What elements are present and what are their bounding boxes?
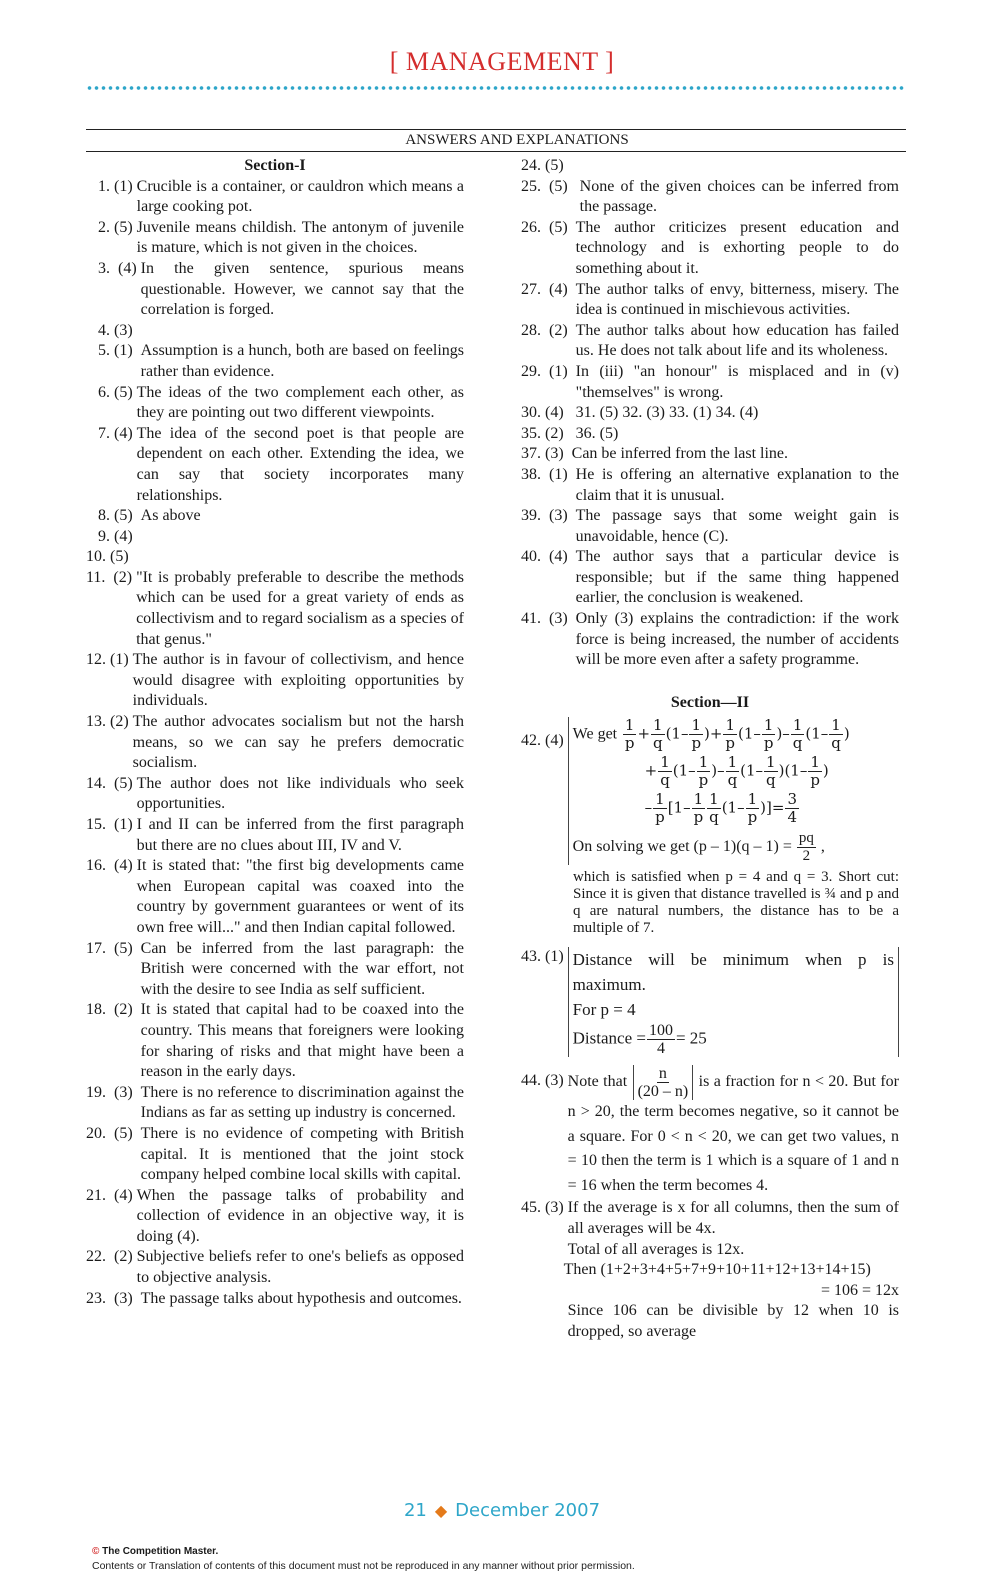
copyright-notice: Contents or Translation of contents of this document must not be reproduced in any manner without prior permission. [92, 1560, 635, 1572]
answer-explanation: It is stated that: "the first big developments came when European capital was coaxed into the country by government guarantees or went of its own free will..." and then Indian capital followed. [136, 857, 464, 936]
answer-explanation: The author criticizes present education and technology and is exhorting people to do something about it. [575, 218, 899, 277]
answer-number: 17. (5) [86, 939, 141, 957]
answer-item [86, 259, 464, 321]
answer-number: 42. (4) [521, 732, 568, 750]
answer-explanation: Subjective beliefs refer to one's beliefs as opposed to objective analysis. [136, 1248, 464, 1287]
answer-number: 16. (4) [86, 857, 137, 875]
explanation-line: = 106 = 12x [820, 1281, 899, 1299]
equation-line: We get $\frac{1}{p}$ + $\frac{1}{q}$ (1– $\frac{1}{p}$ )+ $\frac{1}{p}$ (1– $\frac{1}{p}$ )– $\frac{1}{q}$ (1– $\frac{1}{q}$ ) [572, 716, 850, 753]
answer-item-42 [521, 717, 899, 865]
answer-explanation [133, 321, 464, 342]
equation-line: On solving we get (p – 1)(q – 1) = $\frac{pq}{2}$ , [572, 830, 825, 865]
answer-number: 29. (1) [521, 362, 576, 380]
answer-number: 41. (3) [521, 610, 576, 628]
answer-number: 37. (3) [521, 445, 572, 463]
answer-item [521, 218, 899, 280]
answer-tail: which is satisfied when p = 4 and q = 3. Short cut: Since it is given that distance travelled is ¾ and p and q are natural numbers, the distance has to be a multiple of 7. [573, 869, 899, 937]
fraction: $\frac{pq}{2}$ [798, 830, 814, 865]
answer-item [86, 177, 464, 218]
answer-item [86, 527, 464, 548]
answer-item [86, 1289, 464, 1310]
footer-page-date [0, 1500, 1004, 1521]
answer-number: 44. (3) [521, 1072, 568, 1090]
answer-explanation: The author advocates socialism but not the harsh means, so we can say he prefers democratic socialism. [132, 713, 464, 772]
answer-number: 13. (2) [86, 713, 133, 731]
header-dotted-divider [86, 86, 904, 90]
issue-date: December 2007 [455, 1500, 601, 1521]
answer-number: 15. (1) [86, 816, 137, 833]
answer-number: 8. (5) [86, 507, 141, 525]
answer-explanation: When the passage talks of probability and collection of evidence in an objective way, it is doing (4). [136, 1186, 464, 1245]
answer-explanation: Note that $\frac{n}{(20 - n)}$ is a fraction for n < 20. But for n > 20, the term becomes negative, so it cannot be a square. For 0 < n < 20, we can get two values, n = 10 then the term is 1 which is a square of 1 and n = 16 when the term becomes 4. [567, 1065, 900, 1194]
answer-item [86, 1083, 464, 1124]
answer-explanation: Juvenile means childish. The antonym of juvenile is mature, which is not given in the choices. [136, 218, 464, 257]
answer-number: 20. (5) [86, 1124, 141, 1142]
answer-number: 25. (5) [521, 177, 580, 195]
answer-item [521, 609, 899, 671]
answer-item [86, 1000, 464, 1082]
answer-explanation [564, 156, 899, 177]
answer-explanation: Assumption is a hunch, both are based on feelings rather than evidence. [140, 342, 464, 380]
right-column [521, 156, 899, 1343]
answer-explanation: He is offering an alternative explanation to the claim that it is unusual. [575, 465, 899, 504]
bottom-rule [86, 151, 906, 152]
explanation-line: Total of all averages is 12x. [567, 1240, 745, 1258]
answer-explanation [568, 947, 899, 1057]
answer-item [86, 424, 464, 506]
equation-lead: We get [572, 725, 618, 743]
top-rule [86, 129, 906, 130]
spacer [521, 671, 899, 693]
section-heading: Section—II [670, 693, 750, 711]
answer-explanation [568, 717, 899, 865]
left-column [86, 156, 464, 1309]
answer-item [86, 321, 464, 342]
answer-explanation: The author is in favour of collectivism, and hence would disagree with exploiting opportunities by individuals. [132, 651, 464, 710]
answer-explanation: None of the given choices can be inferred from the passage. [579, 177, 899, 216]
answer-number: 38. (1) [521, 465, 576, 483]
answer-item [86, 506, 464, 527]
answer-item [521, 177, 899, 218]
answer-item [86, 1186, 464, 1248]
answer-item [86, 939, 464, 1001]
answer-item-43 [521, 947, 899, 1057]
answer-item [86, 774, 464, 815]
answer-item [86, 1247, 464, 1288]
answer-explanation: Can be inferred from the last line. [571, 445, 789, 463]
answer-item-45 [521, 1198, 899, 1342]
answer-number: 24. (5) [521, 157, 564, 174]
answer-item [521, 156, 899, 177]
answer-item [521, 506, 899, 547]
section-heading: Section-I [244, 157, 306, 174]
answer-explanation: The passage talks about hypothesis and outcomes. [140, 1289, 462, 1307]
answer-explanation: In the given sentence, spurious means questionable. However, we cannot say that the correlation is forged. [140, 259, 464, 319]
answer-item [521, 362, 899, 403]
copyright-icon: © [92, 1546, 100, 1557]
answer-number: 4. (3) [86, 321, 133, 339]
answer-number: 2. (5) [86, 218, 137, 236]
answer-explanation: In (iii) "an honour" is misplaced and in (v) "themselves" is wrong. [575, 362, 899, 401]
answer-explanation: The author talks of envy, bitterness, misery. The idea is continued in mischievous activities. [575, 280, 899, 319]
answer-item [521, 465, 899, 506]
left-answer-list [86, 177, 464, 1310]
answer-number: 14. (5) [86, 774, 137, 792]
answer-item [86, 341, 464, 382]
page-header-title: [ MANAGEMENT ] [389, 47, 615, 76]
answer-number: 28. (2) [521, 321, 576, 339]
diamond-icon: ◆ [434, 1501, 448, 1520]
answer-explanation [129, 547, 464, 568]
answer-number: 21. (4) [86, 1186, 137, 1204]
answer-explanation: The author says that a particular device is responsible; but if the same thing happened earlier, the conclusion is weakened. [575, 548, 899, 607]
explanation-line: Distance = $\frac{100}{4}$ = 25 [572, 1022, 707, 1058]
solve-text: On solving we get (p – 1)(q – 1) = [572, 838, 792, 856]
explanation-line: Then (1+2+3+4+5+7+9+10+11+12+13+14+15) [563, 1261, 871, 1279]
answer-explanation: As above [140, 507, 201, 525]
answer-item [86, 1124, 464, 1186]
answer-number: 40. (4) [521, 548, 576, 566]
answer-item [521, 403, 899, 424]
answers-title: ANSWERS AND EXPLANATIONS [405, 132, 629, 148]
answer-number: 45. (3) [521, 1199, 568, 1217]
answer-explanation: 36. (5) [575, 424, 619, 442]
answer-number: 5. (1) [86, 342, 141, 360]
equation-line: – $\frac{1}{p}$ [1– $\frac{1}{p}$ $\frac{1}{q}$ (1– $\frac{1}{p}$ )]= $\frac{3}{4}$ [644, 790, 797, 827]
answer-item [86, 856, 464, 938]
answer-number: 19. (3) [86, 1083, 141, 1101]
answer-explanation: Only (3) explains the contradiction: if the work force is being increased, the number of accidents will be more even after a safety programme. [575, 610, 899, 669]
answer-explanation: The author does not like individuals who seek opportunities. [136, 774, 464, 813]
copyright-text: The Competition Master. [102, 1546, 219, 1557]
explanation-line: For p = 4 [572, 1000, 636, 1020]
answer-explanation: "It is probably preferable to describe the methods which can be used for a great variety of ends as collectivism and to regard socialism as a species of that genus." [136, 568, 464, 648]
answer-item [86, 815, 464, 856]
explanation-line: Since 106 can be divisible by 12 when 10 is dropped, so average [567, 1302, 899, 1340]
answer-item [86, 218, 464, 259]
answer-item [521, 424, 899, 445]
answer-number: 9. (4) [86, 527, 133, 545]
answer-number: 30. (4) [521, 404, 576, 422]
answer-item [86, 383, 464, 424]
answer-explanation: It is stated that capital had to be coaxed into the country. This means that foreigners were looking for sharing of risks and that might have been a reason in the early days. [140, 1001, 464, 1081]
answer-number: 12. (1) [86, 651, 133, 669]
answer-explanation: The ideas of the two complement each other, as they are pointing out two different viewpoints. [136, 383, 464, 422]
explanation-line: Distance will be minimum when p is maximum. [572, 950, 894, 995]
answer-number: 11. (2) [86, 568, 137, 586]
answer-number: 6. (5) [86, 383, 137, 401]
answer-number: 26. (5) [521, 218, 576, 236]
answer-explanation: The passage says that some weight gain is unavoidable, hence (C). [575, 507, 899, 545]
answer-explanation: I and II can be inferred from the first paragraph but there are no clues about III, IV and V. [136, 816, 464, 854]
answer-number: 10. (5) [86, 548, 129, 566]
answer-explanation: Crucible is a container, or cauldron which means a large cooking pot. [136, 177, 464, 216]
answer-number: 22. (2) [86, 1248, 137, 1266]
answer-number: 23. (3) [86, 1289, 141, 1307]
answer-number: 39. (3) [521, 507, 576, 525]
answer-item [521, 444, 899, 465]
copyright-line [92, 1546, 218, 1557]
answer-number: 27. (4) [521, 280, 576, 298]
answer-number: 43. (1) [521, 948, 568, 966]
answer-item [86, 547, 464, 568]
answer-item-44 [521, 1065, 899, 1198]
answer-number: 1. (1) [86, 177, 137, 195]
answer-item [521, 280, 899, 321]
answer-explanation: There is no evidence of competing with British capital. It is mentioned that the joint stock company helped combine local skills with capital. [140, 1124, 464, 1184]
answer-item [521, 321, 899, 362]
answer-explanation: The author talks about how education has failed us. He does not talk about life and its wholeness. [575, 321, 899, 360]
equation-line: + $\frac{1}{q}$ (1– $\frac{1}{p}$ )– $\frac{1}{q}$ (1– $\frac{1}{q}$ )(1– $\frac{1}{p}$ ) [644, 753, 829, 790]
answer-number: 3. (4) [86, 259, 141, 277]
answer-explanation: The idea of the second poet is that people are dependent on each other. Extending the idea, we can say that society incorporates many relationships. [136, 424, 464, 504]
answer-explanation: There is no reference to discrimination against the Indians as far as setting up industry is concerned. [140, 1083, 464, 1122]
explanation-line: If the average is x for all columns, then the sum of all averages will be 4x. [567, 1199, 899, 1238]
answer-explanation: Can be inferred from the last paragraph: the British were concerned with the war effort, not with the desire to see India as self sufficient. [140, 939, 464, 998]
answer-item [521, 547, 899, 609]
answer-explanation [133, 527, 464, 548]
answer-number: 7. (4) [86, 424, 137, 442]
answer-number: 35. (2) [521, 424, 576, 442]
answer-item [86, 568, 464, 650]
right-answer-list [521, 156, 899, 671]
answer-number: 18. (2) [86, 1001, 141, 1019]
answer-item [86, 712, 464, 774]
page-number: 21 [403, 1500, 427, 1521]
answer-explanation [563, 1198, 899, 1342]
answer-explanation: 31. (5) 32. (3) 33. (1) 34. (4) [575, 404, 759, 422]
answer-item [86, 650, 464, 712]
